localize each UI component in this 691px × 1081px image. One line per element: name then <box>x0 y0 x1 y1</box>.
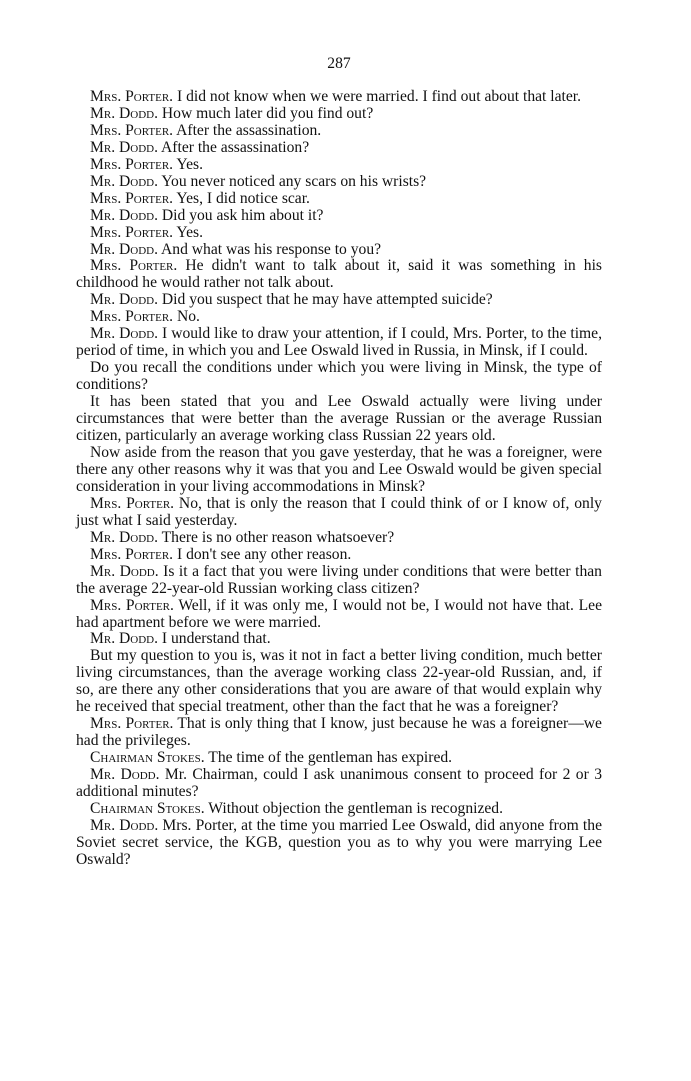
transcript-paragraph <box>76 801 602 818</box>
speaker-name: Mrs. Porter. <box>90 494 175 512</box>
transcript-paragraph <box>76 445 602 496</box>
speech-text: Did you ask him about it? <box>158 206 324 224</box>
transcript-paragraph <box>76 106 602 123</box>
speech-text: But my question to you is, was it not in fact a better living condition, much better living circumstances, than the average working class 22-year-old Russian, and, if so, are there any other considerations that you are aware of that would explain why he received that special treatment, other than the fact that he was a foreigner? <box>76 647 602 716</box>
speaker-name: Mr. Dodd. <box>90 138 158 156</box>
transcript-paragraph <box>76 496 602 530</box>
transcript-paragraph <box>76 530 602 547</box>
speech-text: I did not know when we were married. I find out about that later. <box>173 87 582 105</box>
transcript-paragraph <box>76 258 602 292</box>
speech-text: And what was his response to you? <box>158 240 382 258</box>
speech-text: Mrs. Porter, at the time you married Lee Oswald, did anyone from the Soviet secret service, the KGB, question you as to why you were marrying Lee Oswald? <box>76 816 602 868</box>
speaker-name: Mr. Dodd. <box>90 630 158 648</box>
speech-text: Did you suspect that he may have attempted suicide? <box>158 291 493 309</box>
transcript-paragraph <box>76 750 602 767</box>
transcript-paragraph <box>76 292 602 309</box>
speech-text: How much later did you find out? <box>158 104 374 122</box>
speaker-name: Mr. Dodd. <box>90 325 159 343</box>
transcript-paragraph <box>76 326 602 360</box>
speech-text: After the assassination. <box>173 121 322 139</box>
speaker-name: Mrs. Porter. <box>90 545 174 563</box>
speech-text: Mr. Chairman, could I ask unanimous consent to proceed for 2 or 3 additional minutes? <box>76 766 602 801</box>
speaker-name: Mr. Dodd. <box>90 562 159 580</box>
transcript-paragraph <box>76 767 602 801</box>
speaker-name: Mrs. Porter. <box>90 87 174 105</box>
speaker-name: Mrs. Porter. <box>90 155 174 173</box>
transcript-paragraph <box>76 89 602 106</box>
speech-text: Now aside from the reason that you gave yesterday, that he was a foreigner, were there any other reasons why it was that you and Lee Oswald would be given special consideration in your living accommodations in Minsk? <box>76 443 602 495</box>
transcript-paragraph <box>76 547 602 564</box>
transcript-paragraph <box>76 242 602 259</box>
transcript-paragraph <box>76 564 602 598</box>
speaker-name: Mrs. Porter. <box>90 257 178 275</box>
page-number: 287 <box>327 55 351 72</box>
speech-text: Do you recall the conditions under which you were living in Minsk, the type of conditions? <box>76 359 602 394</box>
speech-text: The time of the gentleman has expired. <box>204 749 453 767</box>
speech-text: Yes. <box>173 223 204 241</box>
speech-text: Is it a fact that you were living under conditions that were better than the average 22-year-old Russian working class citizen? <box>76 562 602 597</box>
speaker-name: Mr. Dodd. <box>90 172 158 190</box>
transcript-paragraph <box>76 818 602 869</box>
transcript-paragraph <box>76 394 602 445</box>
speaker-name: Mr. Dodd. <box>90 104 158 122</box>
speaker-name: Mr. Dodd. <box>90 206 158 224</box>
speech-text: No, that is only the reason that I could think of or I know of, only just what I said yesterday. <box>76 494 602 529</box>
speech-text: That is only thing that I know, just because he was a foreigner—we had the privileges. <box>76 715 602 750</box>
transcript-paragraph <box>76 140 602 157</box>
transcript-paragraph <box>76 123 602 140</box>
speech-text: Yes. <box>173 155 204 173</box>
speaker-name: Mrs. Porter. <box>90 189 174 207</box>
speaker-name: Mr. Dodd. <box>90 240 158 258</box>
speaker-name: Chairman Stokes. <box>90 799 205 817</box>
transcript-page <box>76 56 602 869</box>
transcript-paragraph <box>76 225 602 242</box>
speech-text: Well, if it was only me, I would not be, I would not have that. Lee had apartment before we were married. <box>76 596 602 631</box>
speaker-name: Chairman Stokes. <box>90 749 205 767</box>
transcript-body <box>76 89 602 869</box>
speech-text: There is no other reason whatsoever? <box>158 528 395 546</box>
speaker-name: Mrs. Porter. <box>90 308 174 326</box>
speech-text: I understand that. <box>158 630 271 648</box>
transcript-paragraph <box>76 208 602 225</box>
speaker-name: Mrs. Porter. <box>90 596 174 614</box>
transcript-paragraph <box>76 631 602 648</box>
speech-text: After the assassination? <box>158 138 310 156</box>
transcript-paragraph <box>76 598 602 632</box>
speech-text: Yes, I did notice scar. <box>173 189 310 207</box>
speech-text: I don't see any other reason. <box>173 545 352 563</box>
speaker-name: Mrs. Porter. <box>90 223 174 241</box>
speech-text: It has been stated that you and Lee Oswald actually were living under circumstances that were better than the average Russian or the average Russian citizen, particularly an average working class Russian 22 years old. <box>76 393 602 445</box>
speech-text: He didn't want to talk about it, said it was something in his childhood he would rather not talk about. <box>76 257 603 292</box>
speaker-name: Mr. Dodd. <box>90 291 158 309</box>
speaker-name: Mr. Dodd. <box>90 766 160 784</box>
speaker-name: Mrs. Porter. <box>90 121 174 139</box>
transcript-paragraph <box>76 174 602 191</box>
speech-text: Without objection the gentleman is recognized. <box>204 799 503 817</box>
speech-text: You never noticed any scars on his wrists? <box>158 172 427 190</box>
speaker-name: Mr. Dodd. <box>90 816 159 834</box>
transcript-paragraph <box>76 716 602 750</box>
speech-text: I would like to draw your attention, if I could, Mrs. Porter, to the time, period of time, in which you and Lee Oswald lived in Russia, in Minsk, if I could. <box>76 325 602 360</box>
transcript-paragraph <box>76 360 602 394</box>
speech-text: No. <box>173 308 200 326</box>
speaker-name: Mr. Dodd. <box>90 528 158 546</box>
transcript-paragraph <box>76 309 602 326</box>
speaker-name: Mrs. Porter. <box>90 715 174 733</box>
transcript-paragraph <box>76 648 602 716</box>
transcript-paragraph <box>76 191 602 208</box>
transcript-paragraph <box>76 157 602 174</box>
